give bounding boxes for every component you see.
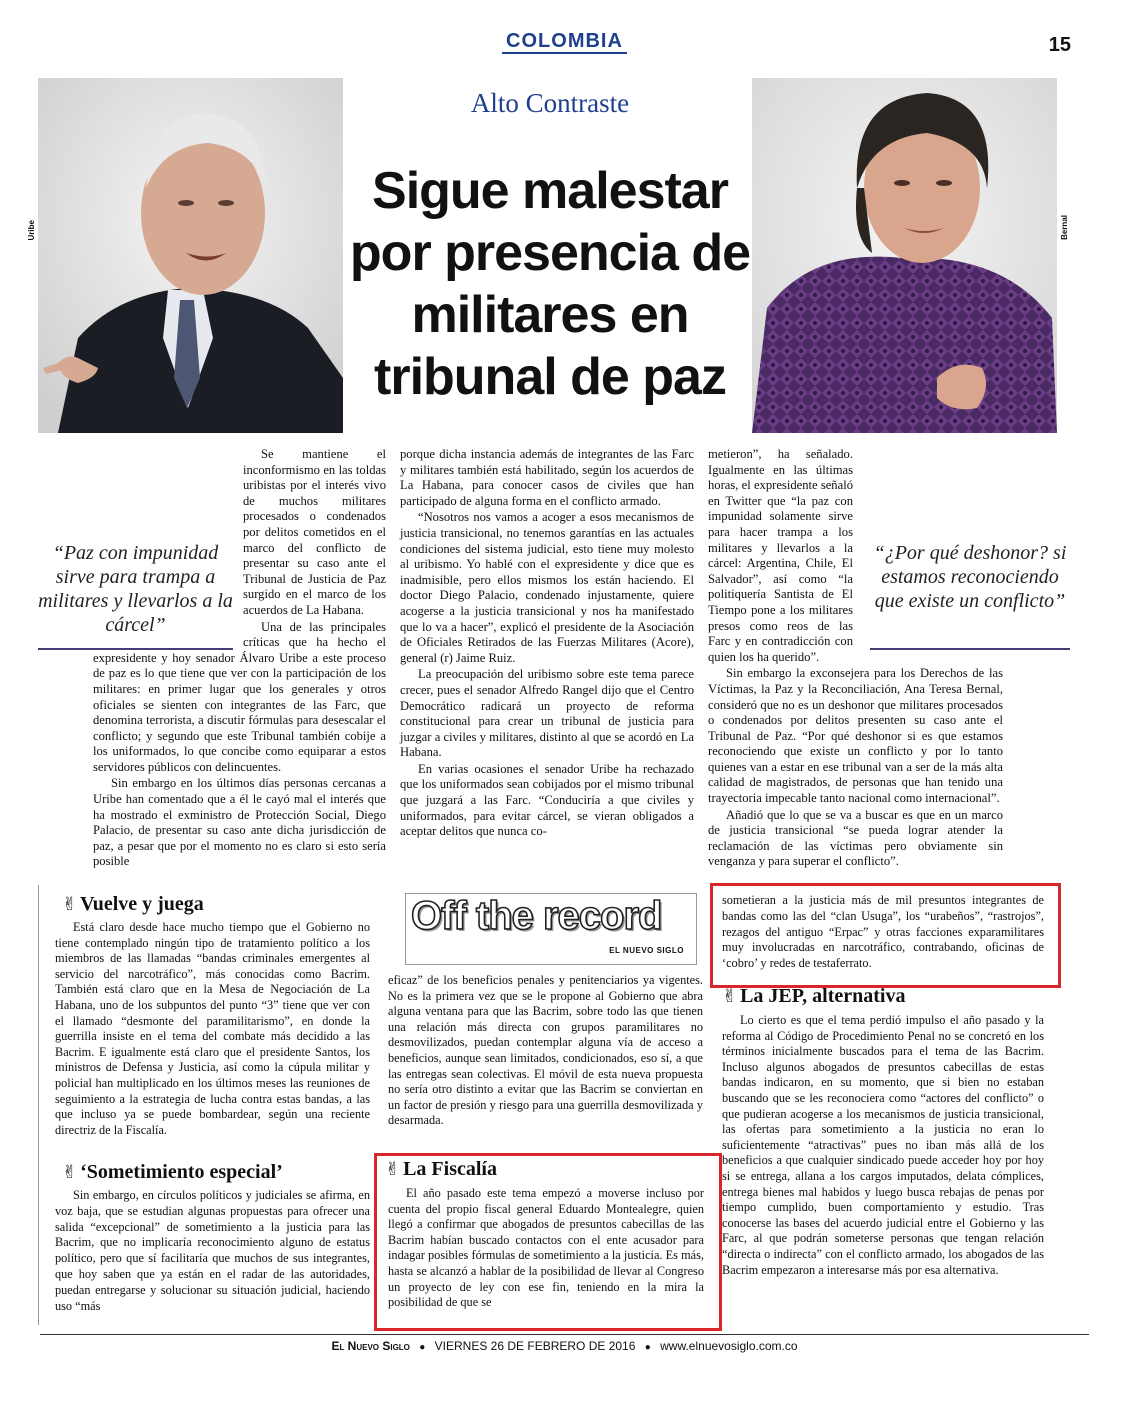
article-paragraph: En varias ocasiones el senador Uribe ha rechazado que los uniformados sean cobijados por el mismo tribunal que juzgará a las Farc. “Conduciría a que civiles y uniformados, para evitar cárcel, se vieran obligados a aceptar delitos que nunca co- [400,761,694,839]
pull-quote-left: “Paz con impunidad sirve para trampa a militares y llevarlos a la cárcel” [38,542,233,636]
footer-date: VIERNES 26 DE FEBRERO DE 2016 [434,1339,636,1353]
sometimiento-body [55,1188,370,1315]
subhead-sometimiento-especial [62,1161,283,1184]
subhead-text: La Fiscalía [403,1158,497,1180]
victory-hand-icon: ✌ [722,986,738,1007]
article-paragraph: metieron”, ha señalado. Igualmente en las últimas horas, el expresidente señaló en Twitter que “la paz con impunidad solamente sirve para hacer trampa a los militares y llevarlos a la cárcel: Argentina, Chile, El Salvador”, así como “la politiquería Santista de El Tiempo pone a los militares presos como reos de las Farc y en contradicción con quien los ha querido”. [708,447,853,664]
subhead-vuelve-y-juega [62,893,204,916]
victory-hand-icon: ✌ [62,1162,78,1183]
subhead-text: La JEP, alternativa [740,985,906,1007]
pull-quote-right: “¿Por qué deshonor? si estamos reconociendo que existe un conflicto” [873,542,1067,612]
article-column-2 [400,447,694,841]
victory-hand-icon: ✌ [62,894,78,915]
article-paragraph: Añadió que lo que se va a buscar es que en un marco de justicia transicional “se pueda lograr atender la reclamación de las víctimas pero obviamente sin venganza y para superar el conflicto”. [708,807,1003,869]
off-the-record-title: Off the record [411,894,662,938]
page-number: 15 [1048,34,1071,56]
article-paragraph: Lo cierto es que el tema perdió impulso el año pasado y la reforma al Código de Procedimiento Penal no se concretó en los términos inicialmente buscados para el tema de las Bacrim. Incluso algunos abogados de presuntos cabecillas de estas bandas indicaron, en su momento, que si bien no estaban buscando que se les reconociera como “actores del conflicto” o que pudieran acogerse a los mecanismos de justicia transicional, las ofertas para sometimiento a la justicia no eran lo suficientemente “atractivas” pues no iban más allá de los beneficios a que cualquier sindicado puede acceder hoy por hoy si se entrega, allana a los cargos imputados, delata cómplices, entrega bienes mal habidos y luego busca rebajas de penas por tiempo cumplido, buen comportamiento y estudio. Tras conocerse las bases del acuerdo judicial entre el Gobierno y las Farc, al que podrán someterse personas que tengan relación “directa o indirecta” con el conflicto armado, los abogados de las Bacrim empezaron a interesarse más por esa alternativa. [722,1013,1044,1277]
article-paragraph: sometieran a la justicia más de mil presuntos integrantes de bandas como las del “clan Usuga”, los “urabeños”, “rastrojos”, rezagos del antiguo “Erpac” y otras facciones exparamilitares muy involucradas en narcotráfico, contrabando, oficinas de ‘cobro’ y redes de testaferrato. [722,893,1044,971]
portrait-man-image [38,78,343,433]
vuelve-body [55,920,370,1139]
subhead-text: Vuelve y juega [80,893,204,915]
footer-brand: El Nuevo Siglo [331,1339,410,1353]
victory-hand-icon: ✌ [385,1159,401,1180]
article-paragraph: Una de las principales críticas que ha hecho el expresidente y hoy senador Álvaro Uribe a este proceso de paz es lo que tiene que ver con la participación de los militares: en primer lugar que los generales y otros oficiales se sienten con integrantes de las Farc, que denomina terrorista, a discutir fórmulas para desescalar el conflicto; y segundo que este Tribunal también cobije a los uniformados, lo que concibe como equiparar a estos servidores públicos con delincuentes. [93,619,386,774]
photo-uribe [38,78,343,433]
page-footer [0,1339,1129,1353]
bullet-icon: ● [644,1342,651,1353]
middle-body [388,973,703,1130]
article-column-3 [708,447,1003,871]
portrait-woman-image [752,78,1057,433]
off-the-record-subtitle: EL NUEVO SIGLO [609,946,684,955]
subhead-la-fiscalia [385,1158,497,1181]
jep-body [722,1013,1044,1279]
kicker: Alto Contraste [470,88,630,118]
fiscalia-body [388,1186,704,1312]
photo-credit-uribe: Uribe [27,220,36,241]
article-paragraph: eficaz” de los beneficios penales y penitenciarios ya vigentes. No es la primera vez que se le propone al Gobierno que abra alguna ventana para que las Bacrim, sobre todo las que tienen una relación más directa con grupos paramilitares no desmovilizados, puedan contemplar alguna vía de acceso a beneficios, aunque sean limitados, condicionados, eso sí, a que las entregas sean colectivas. El móvil de esta nueva propuesta no sería otro distinto a evitar que las Bacrim se conviertan en un factor de presión y riesgo para una guerrilla desmovilizada y desarmada. [388,973,703,1128]
subhead-la-jep [722,985,905,1008]
article-paragraph: porque dicha instancia además de integrantes de las Farc y militares también está habilitado, según los acuerdos de La Habana, para conocer casos de civiles que han participado de alguna forma en el conflicto armado. [400,447,694,508]
section-name: COLOMBIA [502,30,627,54]
off-the-record-logo-box [405,893,697,965]
article-paragraph: Se mantiene el inconformismo en las toldas uribistas por el interés vivo de muchos militares procesados o condenados por delitos cometidos en el marco del conflicto de presentar su caso ante el Tribunal de Justicia de Paz surgido en el marco de los acuerdos de La Habana. [243,447,386,617]
article-paragraph: “Nosotros nos vamos a acoger a esos mecanismos de justicia transicional, no tenemos garantías en las actuales condiciones del sistema judicial, esto tiene muy molesto al uribismo. Yo hablé con el expresidente y dice que es inadmisible, pero ellos mismos los están haciendo. El doctor Diego Palacio, condenado injustamente, quiere acogerse a la justicia transicional y nos ha manifestado que lo va a hacer”, explicó el presidente de la Asociación de Oficiales Retirados de las Fuerzas Militares (Acore), general (r) Jaime Ruiz. [400,510,694,665]
footer-rule [40,1334,1089,1335]
headline: Sigue malestar por presencia de militares en tribunal de paz [349,162,751,406]
article-column-1 [93,447,386,871]
article-paragraph: Sin embargo, en círculos políticos y judiciales se afirma, en voz baja, que se estudian algunas propuestas para ofrecer una salida “excepcional” de sometimiento a la justicia para las Bacrim, que no implicaría reconocimiento alguno de estatus político, pero que sí facilitaría que muchos de sus integrantes, que hoy saben que ya están en el radar de las autoridades, puedan entregarse y solucionar su situación judicial, haciendo uso “más [55,1188,370,1313]
off-the-record-left-rule [38,885,39,1325]
photo-credit-bernal: Bernal [1060,215,1069,240]
article-paragraph: El año pasado este tema empezó a moverse incluso por cuenta del propio fiscal general Eduardo Montealegre, quien llegó a confirmar que abogados de presuntos cabecillas de las Bacrim habían buscado contactos con el ente acusador para indagar posibles fórmulas de sometimiento a la justicia. Es más, hasta se alcanzó a hablar de la posibilidad de llevar al Congreso un proyecto de ley con ese fin, teniendo en la mira la posibilidad de que se [388,1186,704,1310]
right-top-body [722,893,1044,973]
subhead-text: ‘Sometimiento especial’ [80,1161,283,1183]
footer-url: www.elnuevosiglo.com.co [660,1339,798,1353]
article-paragraph: Sin embargo la exconsejera para los Derechos de las Víctimas, la Paz y la Reconciliación, Ana Teresa Bernal, consideró que no es un deshonor que militares procesados o condenados por delitos presenten su caso ante el Tribunal de Paz. “Por qué deshonor si es que estamos reconociendo que existe un conflicto y por lo tanto quienes van a estar en ese tribunal van a ser de la más alta calidad de magistrados, de personas que han tenido una trayectoria impecable tanto nacional como internacional”. [708,666,1003,806]
bullet-icon: ● [419,1342,426,1353]
article-paragraph: La preocupación del uribismo sobre este tema parece crecer, pues el senador Alfredo Rangel dijo que el Centro Democrático radicará un proyecto de reforma constitucional para crear un tribunal de justicia para juzgar a civiles y militares, distinto al que se acordó en La Habana. [400,667,694,760]
section-label [0,30,1129,53]
article-paragraph: Sin embargo en los últimos días personas cercanas a Uribe han comentado que a él le cayó mal el interés que ha mostrado el exministro de Protección Social, Diego Palacio, de presentar su caso ante dicha jurisdicción de paz, a pesar que por el momento no es claro si esto sería posible [93,776,386,869]
photo-bernal [752,78,1057,433]
article-paragraph: Está claro desde hace mucho tiempo que el Gobierno no tiene contemplado ningún tipo de tratamiento político a los miembros de las llamadas “bandas criminales emergentes al servicio del narcotráfico”, más conocidas como Bacrim. También está claro que en la Mesa de Negociación de La Habana, uno de los subpuntos del punto “3” tiene que ver con el llamado “desmonte del paramilitarismo”, en donde la guerrilla insiste en el tema del combate más decidido a las Bacrim. E igualmente está claro que el presidente Santos, los ministros de Defensa y Justicia, así como la cúpula militar y policial han multiplicado en los últimos meses las reuniones de seguimiento a la estrategia de lucha contra estas bandas, a las que incluso ya se puede bombardear, según una reciente directriz de la Fiscalía. [55,920,370,1137]
